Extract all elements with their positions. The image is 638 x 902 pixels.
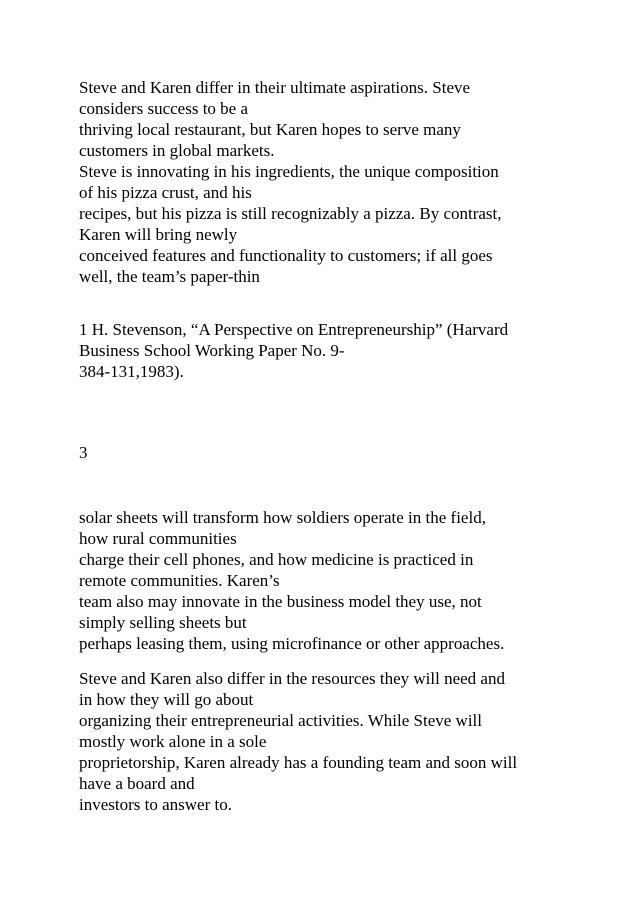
paragraph-3-line: investors to answer to. (79, 795, 232, 814)
paragraph-1-line: considers success to be a (79, 99, 249, 118)
paragraph-3-line: have a board and (79, 774, 195, 793)
paragraph-3-line: in how they will go about (79, 690, 254, 709)
paragraph-1-line: thriving local restaurant, but Karen hopes to serve many (79, 120, 461, 139)
paragraph-1-line: recipes, but his pizza is still recognizably a pizza. By contrast, (79, 204, 502, 223)
paragraph-3-line: organizing their entrepreneurial activities. While Steve will (79, 711, 482, 730)
paragraph-2-line: solar sheets will transform how soldiers operate in the field, (79, 508, 486, 527)
paragraph-2-line: perhaps leasing them, using microfinance or other approaches. (79, 634, 505, 653)
footnote-line: Business School Working Paper No. 9- (79, 341, 345, 360)
footnote-line: 1 H. Stevenson, “A Perspective on Entrepreneurship” (Harvard (79, 320, 509, 339)
paragraph-2-line: charge their cell phones, and how medicine is practiced in (79, 550, 474, 569)
paragraph-1-line: Steve and Karen differ in their ultimate aspirations. Steve (79, 78, 471, 97)
paragraph-2-line: team also may innovate in the business model they use, not (79, 592, 482, 611)
paragraph-1-line: of his pizza crust, and his (79, 183, 252, 202)
page-number: 3 (79, 443, 88, 462)
paragraph-3-line: mostly work alone in a sole (79, 732, 267, 751)
paragraph-1-line: well, the team’s paper-thin (79, 267, 260, 286)
paragraph-2-line: remote communities. Karen’s (79, 571, 280, 590)
paragraph-1-line: conceived features and functionality to customers; if all goes (79, 246, 493, 265)
paragraph-2-line: how rural communities (79, 529, 237, 548)
paragraph-1-line: Steve is innovating in his ingredients, the unique composition (79, 162, 499, 181)
paragraph-1-line: customers in global markets. (79, 141, 275, 160)
paragraph-3-line: Steve and Karen also differ in the resources they will need and (79, 669, 505, 688)
paragraph-1-line: Karen will bring newly (79, 225, 238, 244)
paragraph-3-line: proprietorship, Karen already has a founding team and soon will (79, 753, 518, 772)
footnote-line: 384-131,1983). (79, 362, 184, 381)
paragraph-2-line: simply selling sheets but (79, 613, 247, 632)
